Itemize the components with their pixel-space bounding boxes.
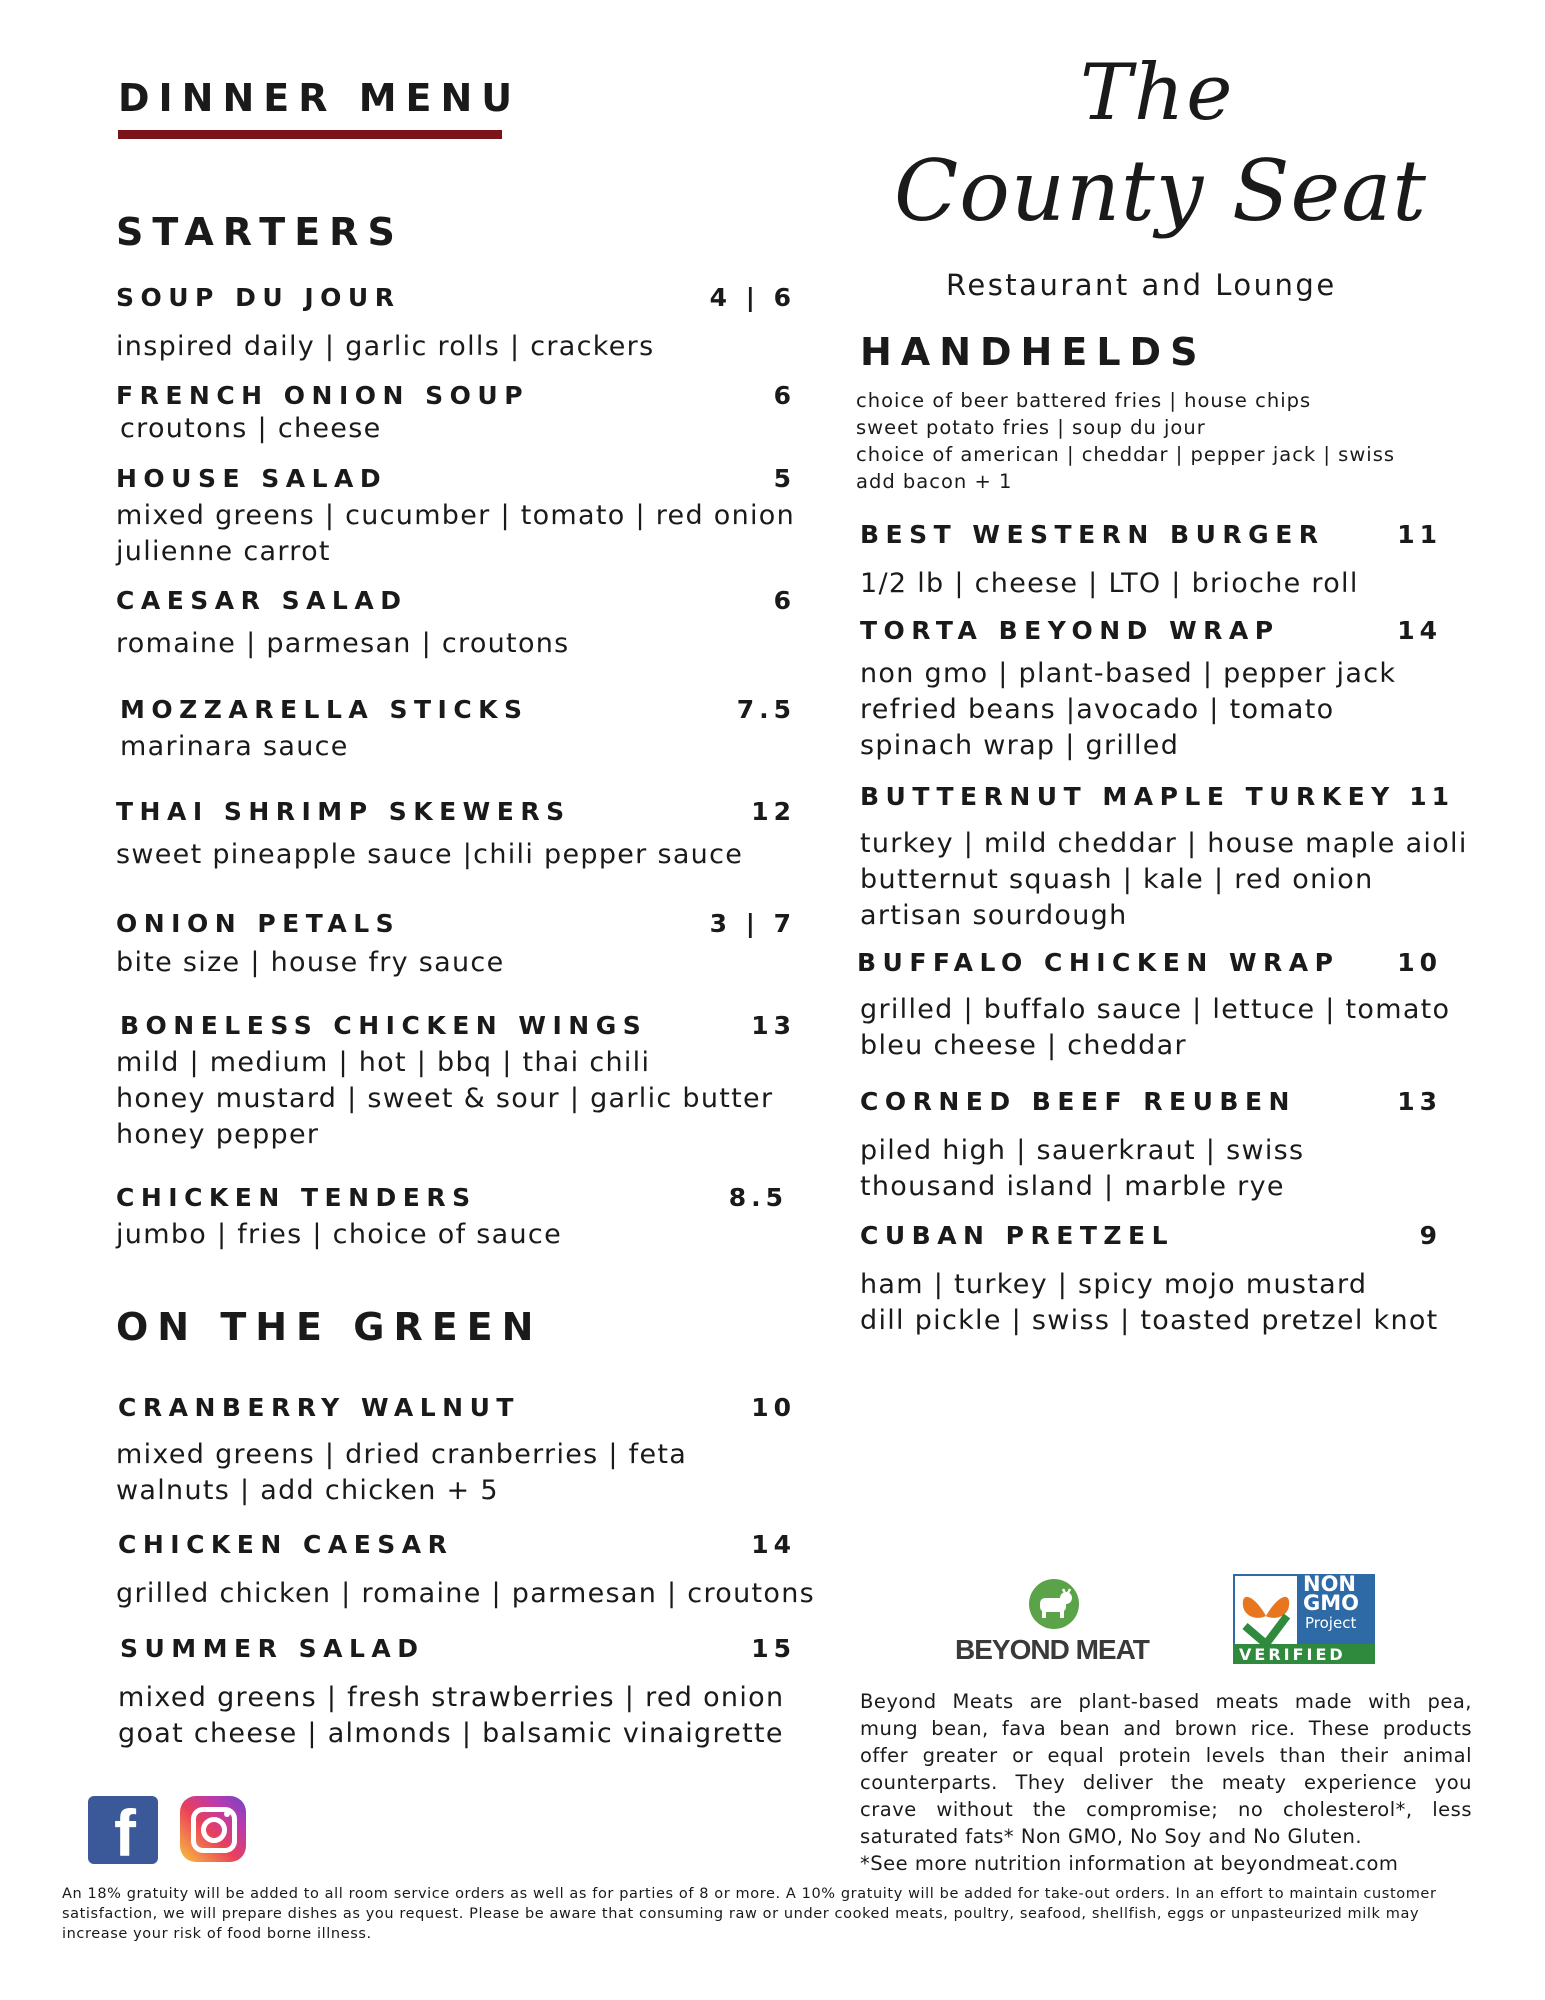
item-desc: grilled | buffalo sauce | lettuce | tomato	[860, 994, 1451, 1025]
item-price: 13	[1397, 1087, 1442, 1116]
item-price: 3 | 7	[709, 909, 796, 938]
footer-disclaimer: An 18% gratuity will be added to all room service orders as well as for parties of 8 or more. A 10% gratuity will be added for take-out orders. In an effort to maintain customer satisfaction, we will prepare dishes as you request. Please be aware that consuming raw or under cooked meats, poultry, seafood, shellfish, eggs or unpasteurized milk may increase your risk of food borne illness.	[62, 1886, 1437, 1942]
info-line: Beyond Meats are plant-based meats made with pea,	[860, 1690, 1472, 1713]
restaurant-logo	[880, 40, 1428, 302]
item-name: CORNED BEEF REUBEN	[860, 1087, 1296, 1116]
handhelds-intro	[856, 387, 1395, 495]
item-desc: dill pickle | swiss | toasted pretzel knot	[860, 1305, 1439, 1336]
starters-heading: STARTERS	[116, 210, 404, 254]
item-desc: butternut squash | kale | red onion	[860, 864, 1374, 895]
facebook-f-glyph: f	[114, 1796, 136, 1864]
item-name: SUMMER SALAD	[120, 1634, 425, 1663]
item-price: 11	[1397, 520, 1442, 549]
info-line: mung bean, fava bean and brown rice. These products	[860, 1717, 1472, 1740]
item-desc: julienne carrot	[116, 536, 331, 567]
handheld-item-cuban-pretzel	[860, 1221, 1442, 1339]
starter-item-onion-petals	[116, 909, 796, 981]
starter-item-french-onion	[116, 381, 796, 447]
item-name: CHICKEN CAESAR	[118, 1530, 454, 1559]
item-price: 7.5	[736, 695, 796, 724]
non-gmo-line2: GMO	[1303, 1591, 1359, 1615]
intro-line: sweet potato fries | soup du jour	[856, 416, 1206, 439]
item-name: HOUSE SALAD	[116, 464, 388, 493]
handhelds-heading: HANDHELDS	[860, 330, 1207, 374]
item-desc: bleu cheese | cheddar	[860, 1030, 1187, 1061]
item-name: BUFFALO CHICKEN WRAP	[857, 948, 1340, 977]
item-name: BUTTERNUT MAPLE TURKEY	[860, 782, 1396, 811]
item-price: 4 | 6	[709, 283, 796, 312]
info-line: saturated fats* Non GMO, No Soy and No Gluten.	[860, 1825, 1363, 1848]
item-desc: thousand island | marble rye	[860, 1171, 1285, 1202]
starter-item-house-salad	[116, 464, 796, 570]
item-desc: goat cheese | almonds | balsamic vinaigrette	[118, 1718, 784, 1749]
intro-line: choice of american | cheddar | pepper jack | swiss	[856, 443, 1396, 466]
green-item-summer-salad	[120, 1634, 796, 1752]
item-name: ONION PETALS	[116, 909, 401, 938]
item-desc: mixed greens | cucumber | tomato | red onion	[116, 500, 796, 531]
title-underline	[118, 130, 502, 139]
item-desc: ham | turkey | spicy mojo mustard	[860, 1269, 1368, 1300]
non-gmo-badge	[1233, 1574, 1375, 1664]
info-line: *See more nutrition information at beyondmeat.com	[860, 1852, 1399, 1875]
item-name: BEST WESTERN BURGER	[860, 520, 1325, 549]
starter-item-soup	[116, 283, 796, 365]
item-price: 6	[773, 586, 796, 615]
starter-item-mozzarella	[120, 695, 796, 765]
item-desc: refried beans |avocado | tomato	[860, 694, 1335, 725]
item-price: 10	[751, 1393, 796, 1422]
item-name: THAI SHRIMP SKEWERS	[116, 797, 571, 826]
item-desc: honey pepper	[116, 1119, 320, 1150]
beyond-meat-logo	[950, 1578, 1160, 1668]
starter-item-chicken-tenders	[116, 1183, 788, 1253]
item-desc: honey mustard | sweet & sour | garlic butter	[116, 1083, 774, 1114]
logo-the: The	[1080, 48, 1235, 138]
item-price: 11	[1409, 782, 1454, 811]
item-price: 9	[1419, 1221, 1442, 1250]
non-gmo-verified: VERIFIED	[1239, 1645, 1346, 1664]
item-desc: mild | medium | hot | bbq | thai chili	[116, 1047, 651, 1078]
item-price: 12	[751, 797, 796, 826]
item-name: CAESAR SALAD	[116, 586, 408, 615]
item-price: 13	[751, 1011, 796, 1040]
item-name: SOUP DU JOUR	[116, 283, 401, 312]
item-price: 6	[773, 381, 796, 410]
instagram-dot	[224, 1811, 230, 1817]
item-name: MOZZARELLA STICKS	[120, 695, 529, 724]
intro-line: choice of beer battered fries | house chips	[856, 389, 1312, 412]
starter-item-caesar	[116, 586, 796, 662]
item-desc: romaine | parmesan | croutons	[116, 628, 570, 659]
item-desc: marinara sauce	[120, 731, 349, 762]
item-desc: 1/2 lb | cheese | LTO | brioche roll	[860, 568, 1359, 599]
green-item-cranberry-walnut	[118, 1393, 796, 1509]
item-desc: sweet pineapple sauce |chili pepper sauce	[116, 839, 744, 870]
info-line: crave without the compromise; no cholesterol*, less	[860, 1798, 1472, 1821]
non-gmo-line1: NON	[1303, 1572, 1357, 1596]
item-desc: mixed greens | fresh strawberries | red onion	[118, 1682, 785, 1713]
item-price: 14	[1397, 616, 1442, 645]
item-desc: grilled chicken | romaine | parmesan | croutons	[116, 1578, 815, 1609]
handheld-item-buffalo-chicken-wrap	[857, 948, 1451, 1064]
beyond-meat-wordmark: BEYOND MEAT	[955, 1634, 1149, 1665]
item-name: BONELESS CHICKEN WINGS	[120, 1011, 648, 1040]
item-desc: spinach wrap | grilled	[860, 730, 1180, 761]
green-item-chicken-caesar	[116, 1530, 815, 1612]
item-name: CRANBERRY WALNUT	[118, 1393, 520, 1422]
item-name: FRENCH ONION SOUP	[116, 381, 530, 410]
handheld-item-torta-beyond-wrap	[860, 616, 1442, 764]
item-price: 10	[1397, 948, 1442, 977]
item-price: 5	[773, 464, 796, 493]
menu-title: DINNER MENU	[118, 76, 522, 120]
item-desc: croutons | cheese	[120, 413, 382, 444]
item-name: CUBAN PRETZEL	[860, 1221, 1175, 1250]
item-desc: jumbo | fries | choice of sauce	[116, 1219, 562, 1250]
handheld-item-butternut-maple-turkey	[860, 782, 1468, 934]
starter-item-boneless-wings	[116, 1011, 796, 1153]
item-desc: inspired daily | garlic rolls | crackers	[116, 331, 655, 362]
item-desc: bite size | house fry sauce	[116, 947, 505, 978]
item-desc: artisan sourdough	[860, 900, 1128, 931]
handheld-item-corned-beef-reuben	[860, 1087, 1442, 1205]
instagram-lens	[201, 1817, 227, 1843]
butterfly-icon	[1235, 1576, 1297, 1644]
item-price: 8.5	[728, 1183, 788, 1212]
non-gmo-line3: Project	[1305, 1614, 1357, 1632]
item-name: TORTA BEYOND WRAP	[860, 616, 1280, 645]
item-desc: piled high | sauerkraut | swiss	[860, 1135, 1305, 1166]
instagram-icon[interactable]	[180, 1796, 246, 1862]
item-desc: mixed greens | dried cranberries | feta	[116, 1439, 688, 1470]
starter-item-thai-shrimp	[116, 797, 796, 873]
item-price: 15	[751, 1634, 796, 1663]
item-desc: turkey | mild cheddar | house maple aioli	[860, 828, 1468, 859]
item-desc: non gmo | plant-based | pepper jack	[860, 658, 1397, 689]
info-line: counterparts. They deliver the meaty experience you	[860, 1771, 1472, 1794]
handheld-item-best-western-burger	[860, 520, 1442, 602]
intro-line: add bacon + 1	[856, 470, 1013, 493]
beyond-meat-cow-icon	[1028, 1578, 1080, 1630]
logo-county-seat: County Seat	[894, 142, 1428, 240]
item-desc: walnuts | add chicken + 5	[116, 1475, 499, 1506]
item-name: CHICKEN TENDERS	[116, 1183, 477, 1212]
on-the-green-heading: ON THE GREEN	[116, 1305, 543, 1349]
item-price: 14	[751, 1530, 796, 1559]
info-line: offer greater or equal protein levels than their animal	[860, 1744, 1472, 1767]
facebook-icon[interactable]	[88, 1796, 158, 1864]
logo-subtitle: Restaurant and Lounge	[946, 268, 1337, 302]
beyond-meat-info	[860, 1688, 1472, 1877]
